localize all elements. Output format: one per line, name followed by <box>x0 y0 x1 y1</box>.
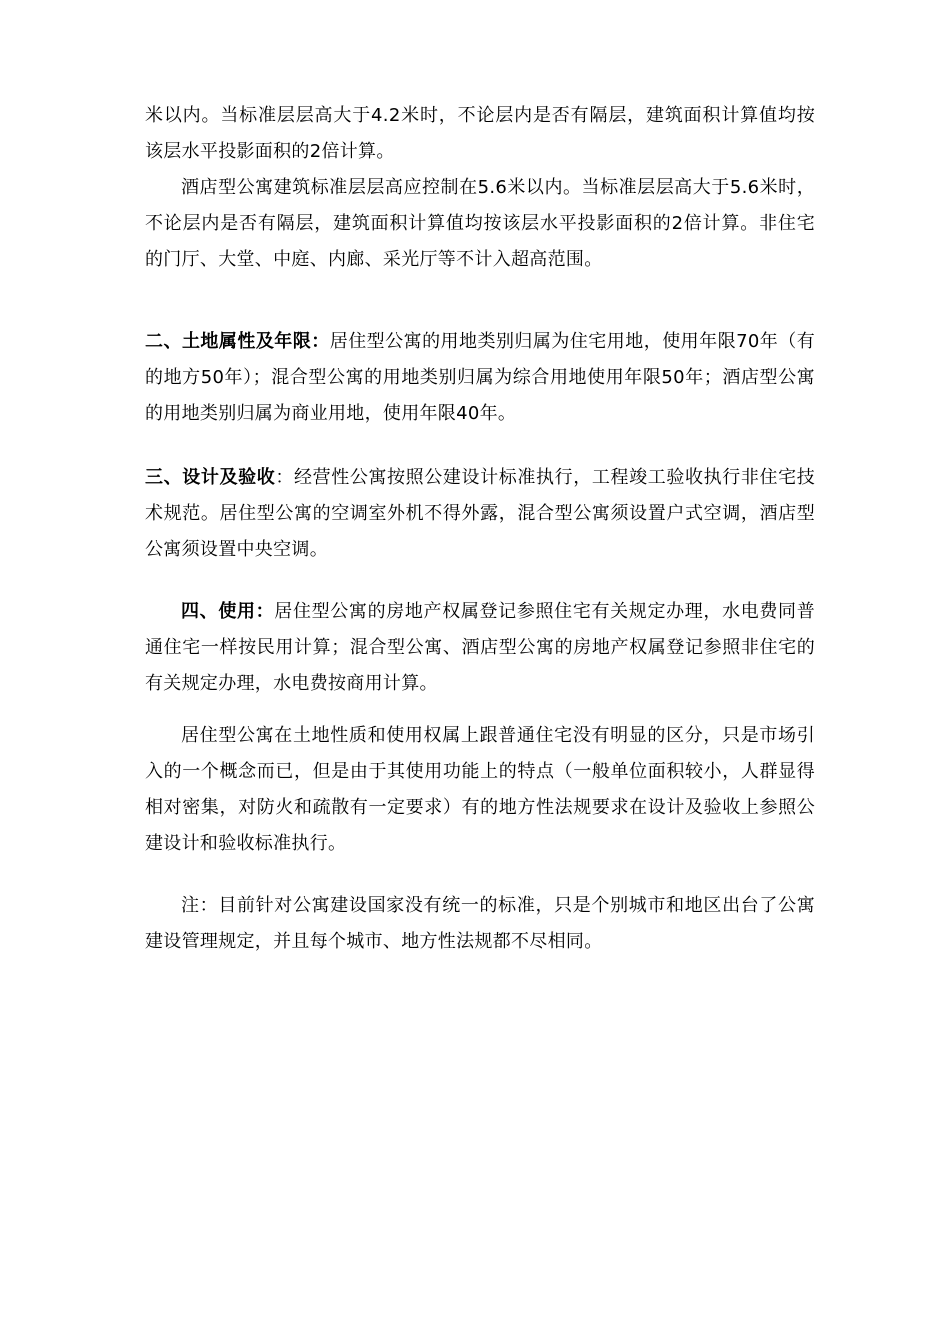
section-body-usage: 居住型公寓的房地产权属登记参照住宅有关规定办理，水电费同普通住宅一样按民用计算；混合型公寓、酒店型公寓的房地产权属登记参照非住宅的有关规定办理，水电费按商用计算。 <box>145 601 816 694</box>
section-land-attributes <box>145 324 815 432</box>
section-usage <box>145 594 815 702</box>
paragraph-footnote: 注：目前针对公寓建设国家没有统一的标准，只是个别城市和地区出台了公寓建设管理规定，并且每个城市、地方性法规都不尽相同。 <box>145 895 815 952</box>
paragraph-residential-apartment-note: 居住型公寓在土地性质和使用权属上跟普通住宅没有明显的区分，只是市场引入的一个概念而已，但是由于其使用功能上的特点（一般单位面积较小，人群显得相对密集，对防火和疏散有一定要求）有的地方性法规要求在设计及验收上参照公建设计和验收标准执行。 <box>145 725 815 854</box>
section-heading-usage: 四、使用： <box>181 601 275 622</box>
paragraph-floor-height-continued: 米以内。当标准层层高大于4.2米时，不论层内是否有隔层，建筑面积计算值均按该层水平投影面积的2倍计算。 <box>145 105 815 162</box>
section-heading-land: 二、土地属性及年限： <box>145 331 330 352</box>
section-body-design: ：经营性公寓按照公建设计标准执行，工程竣工验收执行非住宅技术规范。居住型公寓的空调室外机不得外露，混合型公寓须设置户式空调，酒店型公寓须设置中央空调。 <box>145 467 815 560</box>
paragraph-hotel-apartment-height: 酒店型公寓建筑标准层层高应控制在5.6米以内。当标准层层高大于5.6米时，不论层内是否有隔层，建筑面积计算值均按该层水平投影面积的2倍计算。非住宅的门厅、大堂、中庭、内廊、采光厅等不计入超高范围。 <box>145 177 815 270</box>
section-heading-design: 三、设计及验收 <box>145 467 276 488</box>
section-body-land: 居住型公寓的用地类别归属为住宅用地，使用年限70年（有的地方50年）；混合型公寓的用地类别归属为综合用地使用年限50年；酒店型公寓的用地类别归属为商业用地，使用年限40年。 <box>145 331 815 424</box>
section-design-acceptance <box>145 460 815 568</box>
